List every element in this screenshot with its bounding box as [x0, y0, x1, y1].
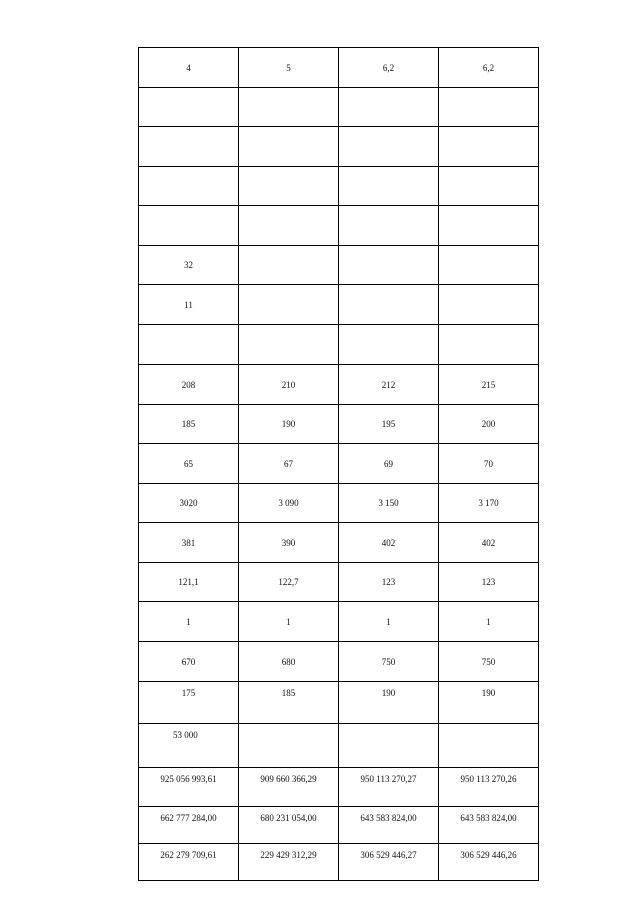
table-row — [139, 682, 539, 724]
table-row — [139, 724, 539, 768]
table-cell: 643 583 824,00 — [339, 807, 439, 844]
table-cell — [239, 88, 339, 127]
table-cell: 909 660 366,29 — [239, 768, 339, 807]
table-cell — [339, 724, 439, 768]
table-cell: 195 — [339, 405, 439, 444]
table-cell: 306 529 446,26 — [439, 844, 539, 881]
table-cell — [239, 325, 339, 365]
table-cell — [239, 167, 339, 206]
table-cell: 950 113 270,26 — [439, 768, 539, 807]
table-cell: 190 — [239, 405, 339, 444]
table-cell: 70 — [439, 444, 539, 484]
table-cell: 212 — [339, 365, 439, 405]
table-cell — [439, 325, 539, 365]
table-cell: 262 279 709,61 — [139, 844, 239, 881]
table-cell: 390 — [239, 523, 339, 563]
table-cell: 750 — [439, 642, 539, 682]
table-cell: 750 — [339, 642, 439, 682]
table-cell — [439, 285, 539, 325]
table-cell — [239, 246, 339, 285]
table-row — [139, 642, 539, 682]
table-row — [139, 285, 539, 325]
table-cell: 175 — [139, 682, 239, 724]
table-cell — [139, 325, 239, 365]
table-cell: 65 — [139, 444, 239, 484]
table-cell — [339, 88, 439, 127]
table-cell: 950 113 270,27 — [339, 768, 439, 807]
table-row — [139, 127, 539, 167]
table-cell — [139, 127, 239, 167]
table-cell — [439, 88, 539, 127]
table-row — [139, 365, 539, 405]
table-cell: 680 231 054,00 — [239, 807, 339, 844]
table-cell: 229 429 312,29 — [239, 844, 339, 881]
table-cell: 69 — [339, 444, 439, 484]
table-row — [139, 206, 539, 246]
table-row — [139, 602, 539, 642]
table-cell: 381 — [139, 523, 239, 563]
table-cell: 185 — [139, 405, 239, 444]
table-cell: 210 — [239, 365, 339, 405]
table-cell — [239, 285, 339, 325]
table-cell: 643 583 824,00 — [439, 807, 539, 844]
table-row — [139, 807, 539, 844]
table-row — [139, 246, 539, 285]
table-cell — [339, 206, 439, 246]
table-cell: 11 — [139, 285, 239, 325]
table-row — [139, 768, 539, 807]
table-row — [139, 88, 539, 127]
table-cell — [239, 206, 339, 246]
table-cell: 402 — [339, 523, 439, 563]
table-cell: 306 529 446,27 — [339, 844, 439, 881]
table-row — [139, 405, 539, 444]
table-cell — [339, 127, 439, 167]
table-cell: 3 090 — [239, 484, 339, 523]
table-cell: 680 — [239, 642, 339, 682]
table-cell: 53 000 — [139, 724, 239, 768]
table-cell — [239, 127, 339, 167]
table-cell: 200 — [439, 405, 539, 444]
table-cell: 190 — [439, 682, 539, 724]
table-cell — [439, 246, 539, 285]
table-cell — [439, 206, 539, 246]
table-row — [139, 48, 539, 88]
table-row — [139, 563, 539, 602]
table-cell — [339, 285, 439, 325]
table-cell: 208 — [139, 365, 239, 405]
table-row — [139, 167, 539, 206]
table-row — [139, 844, 539, 881]
table-cell: 925 056 993,61 — [139, 768, 239, 807]
table-cell: 32 — [139, 246, 239, 285]
table-cell: 6,2 — [439, 48, 539, 88]
table-cell: 6,2 — [339, 48, 439, 88]
table-row — [139, 444, 539, 484]
table-cell: 1 — [239, 602, 339, 642]
table-row — [139, 325, 539, 365]
table-cell: 3 150 — [339, 484, 439, 523]
table-cell — [339, 325, 439, 365]
table-cell: 67 — [239, 444, 339, 484]
table-cell: 123 — [339, 563, 439, 602]
table-cell: 1 — [439, 602, 539, 642]
table-cell — [139, 88, 239, 127]
table-row — [139, 523, 539, 563]
table-cell — [439, 167, 539, 206]
table-cell: 185 — [239, 682, 339, 724]
table-cell — [139, 167, 239, 206]
table-cell: 402 — [439, 523, 539, 563]
table-row — [139, 484, 539, 523]
table-cell: 123 — [439, 563, 539, 602]
table-cell: 3 170 — [439, 484, 539, 523]
data-table — [138, 47, 539, 881]
table-cell: 121,1 — [139, 563, 239, 602]
data-table-body — [139, 48, 539, 881]
table-cell: 5 — [239, 48, 339, 88]
table-cell: 215 — [439, 365, 539, 405]
table-cell — [439, 724, 539, 768]
table-cell: 670 — [139, 642, 239, 682]
table-cell: 662 777 284,00 — [139, 807, 239, 844]
table-cell — [339, 246, 439, 285]
table-cell: 190 — [339, 682, 439, 724]
table-cell — [339, 167, 439, 206]
table-cell: 1 — [339, 602, 439, 642]
table-cell — [239, 724, 339, 768]
table-cell: 4 — [139, 48, 239, 88]
table-cell — [439, 127, 539, 167]
table-cell: 3020 — [139, 484, 239, 523]
table-cell: 1 — [139, 602, 239, 642]
table-cell — [139, 206, 239, 246]
table-cell: 122,7 — [239, 563, 339, 602]
